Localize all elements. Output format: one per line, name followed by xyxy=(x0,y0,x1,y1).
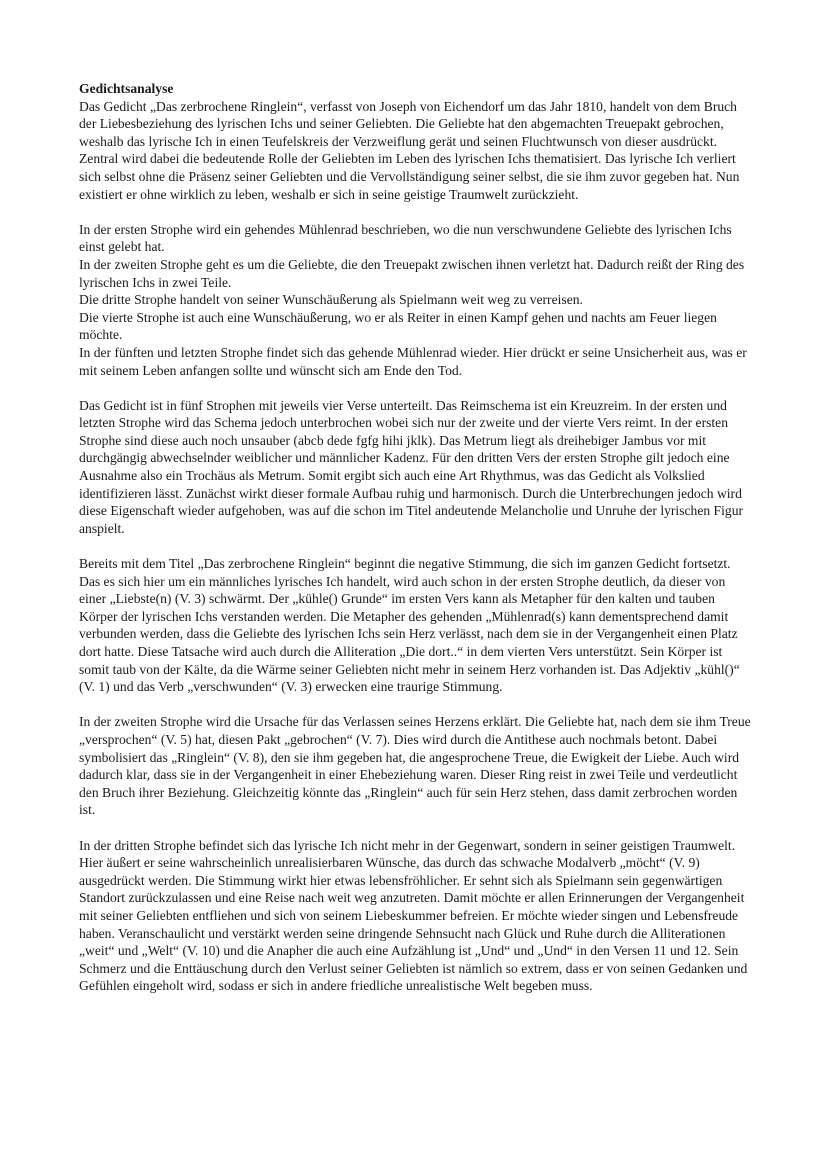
section-first-stanza xyxy=(79,555,751,696)
paragraph: Das Gedicht „Das zerbrochene Ringlein“, verfasst von Joseph von Eichendorf um das Jahr 1810, handelt von dem Bruch der Liebesbeziehung des lyrischen Ichs und seiner Geliebten. Die Geliebte hat den abgemachten Treuepakt gebrochen, weshalb das lyrische Ich in einen Teufelskreis der Verzweiflung gerät und seinen Fluchtwunsch von dieser ausdrückt. xyxy=(79,98,737,149)
document-page xyxy=(79,80,751,995)
paragraph: Die dritte Strophe handelt von seiner Wunschäußerung als Spielmann weit weg zu verreisen. xyxy=(79,292,583,308)
paragraph: Bereits mit dem Titel „Das zerbrochene Ringlein“ beginnt die negative Stimmung, die sich im ganzen Gedicht fortsetzt. Das es sich hier um ein männliches lyrisches Ich handelt, wird auch schon in der ersten Strophe deutlich, da dieser von einer „Liebste(n) (V. 3) schwärmt. Der „kühle() Grunde“ im ersten Vers kann als Metapher für den kalten und tauben Körper der lyrischen Ichs verstanden werden. Die Metapher des gehenden „Mühlenrad(s) kann dementsprechend damit verbunden werden, dass die Geliebte des lyrischen Ichs sein Herz verlässt, nach dem sie in der Vergangenheit einen Platz dort hatte. Diese Tatsache wird auch durch die Alliteration „Die dort..“ in dem vierten Vers unterstützt. Sein Körper ist somit taub von der Kälte, da die Wärme seiner Geliebten nicht mehr in seinem Herz vorhanden ist. Das Adjektiv „kühl()“ (V. 1) und das Verb „verschwunden“ (V. 3) erwecken eine traurige Stimmung. xyxy=(79,556,740,695)
paragraph: In der fünften und letzten Strophe findet sich das gehende Mühlenrad wieder. Hier drückt er seine Unsicherheit aus, was er mit seinem Leben anfangen sollte und wünscht sich am Ende den Tod. xyxy=(79,344,747,378)
paragraph-gap xyxy=(79,696,751,714)
paragraph: In der dritten Strophe befindet sich das lyrische Ich nicht mehr in der Gegenwart, sondern in seiner geistigen Traumwelt. Hier äußert er seine wahrscheinlich unrealisierbaren Wünsche, das durch das schwache Modalverb „möcht“ (V. 9) ausgedrückt werden. Die Stimmung wirkt hier etwas lebensfröhlicher. Er sehnt sich als Spielmann sein gegenwärtigen Standort zurückzulassen und eine Reise nach weit weg anzutreten. Damit möchte er allen Erinnerungen der Vergangenheit mit seiner Geliebten entfliehen und sich von seinem Liebeskummer befreien. Er möchte wieder singen und Lebensfreude haben. Veranschaulicht und verstärkt werden seine dringende Sehnsucht nach Glück und Ruhe durch die Alliterationen „weit“ und „Welt“ (V. 10) und die Anapher die auch eine Aufzählung ist „Und“ und „Und“ in den Versen 11 und 12. Sein Schmerz und die Enttäuschung durch den Verlust seiner Geliebten ist nämlich so extrem, dass er von seinen Gedanken und Gefühlen eingeholt wird, sodass er sich in andere friedliche unrealistische Welt begeben muss. xyxy=(79,837,748,994)
section-form xyxy=(79,397,751,538)
paragraph-gap xyxy=(79,379,751,397)
paragraph: Das Gedicht ist in fünf Strophen mit jeweils vier Verse unterteilt. Das Reimschema ist ein Kreuzreim. In der ersten und letzten Strophe wird das Schema jedoch unterbrochen wobei sich nur der zweite und der vierte Vers reimt. In der ersten Strophe sind diese auch noch unsauber (abcb dede fgfg hihi jklk). Das Metrum liegt als dreihebiger Jambus vor mit durchgängig abwechselnder weiblicher und männlicher Kadenz. Für den dritten Vers der ersten Strophe gilt jedoch eine Ausnahme also ein Trochäus als Metrum. Somit ergibt sich auch eine Art Rhythmus, was das Gedicht als Volkslied identifizieren lässt. Zunächst wirkt dieser formale Aufbau ruhig und harmonisch. Durch die Unterbrechungen jedoch wird diese Eigenschaft wieder aufgehoben, was auf die schon im Titel andeutende Melancholie und Unruhe der lyrischen Figur anspielt. xyxy=(79,397,744,536)
section-intro xyxy=(79,98,751,204)
paragraph: In der zweiten Strophe wird die Ursache für das Verlassen seines Herzens erklärt. Die Geliebte hat, nach dem sie ihm Treue „versprochen“ (V. 5) hat, diesen Pakt „gebrochen“ (V. 7). Dies wird durch die Antithese auch nochmals betont. Dabei symbolisiert das „Ringlein“ (V. 8), den sie ihm gegeben hat, die angesprochene Treue, die Ewigkeit der Liebe. Auch wird dadurch klar, dass sie in der Vergangenheit in einer Ehebeziehung waren. Dieser Ring reist in zwei Teile und verdeutlicht den Bruch ihrer Beziehung. Gleichzeitig könnte das „Ringlein“ auch für sein Herz stehen, dass damit zerbrochen worden ist. xyxy=(79,714,751,818)
document-title: Gedichtsanalyse xyxy=(79,81,174,96)
section-summary xyxy=(79,221,751,379)
section-second-stanza xyxy=(79,713,751,819)
paragraph: In der zweiten Strophe geht es um die Geliebte, die den Treuepakt zwischen ihnen verletzt hat. Dadurch reißt der Ring des lyrischen Ichs in zwei Teile. xyxy=(79,256,745,290)
paragraph-gap xyxy=(79,537,751,555)
paragraph-gap xyxy=(79,203,751,221)
paragraph: In der ersten Strophe wird ein gehendes Mühlenrad beschrieben, wo die nun verschwundene Geliebte des lyrischen Ichs einst gelebt hat. xyxy=(79,221,732,255)
paragraph: Zentral wird dabei die bedeutende Rolle der Geliebten im Leben des lyrischen Ichs thematisiert. Das lyrische Ich verliert sich selbst ohne die Präsenz seiner Geliebten und die Vervollständigung seiner selbst, die sie ihm zuvor gegeben hat. Nun existiert er ohne wirklich zu leben, weshalb er sich in seine geistige Traumwelt zurückzieht. xyxy=(79,151,740,202)
paragraph: Die vierte Strophe ist auch eine Wunschäußerung, wo er als Reiter in einen Kampf gehen und nachts am Feuer liegen möchte. xyxy=(79,309,717,343)
section-third-stanza xyxy=(79,837,751,995)
paragraph-gap xyxy=(79,819,751,837)
